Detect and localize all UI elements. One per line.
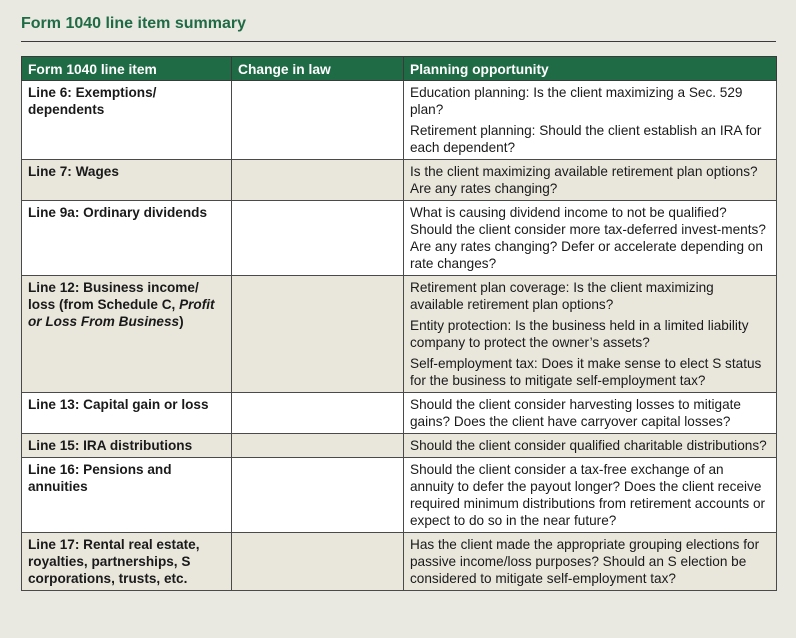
line-item-cell: Line 17: Rental real estate, royalties, partnerships, S corporations, trusts, etc. — [22, 533, 232, 591]
opportunity-text: Has the client made the appropriate grouping elections for passive income/loss purposes? Should an S election be considered to mitigate self-employment tax? — [410, 537, 760, 586]
planning-opportunity-cell — [404, 160, 777, 201]
title-divider — [21, 41, 776, 42]
table-row — [22, 276, 777, 393]
table-row — [22, 160, 777, 201]
line-item-cell: Line 13: Capital gain or loss — [22, 393, 232, 434]
planning-opportunity-cell — [404, 434, 777, 458]
table-row — [22, 434, 777, 458]
opportunity-text: Retirement plan coverage: Is the client maximizing available retirement plan options? — [410, 280, 714, 312]
planning-opportunity-cell — [404, 201, 777, 276]
header-planning-opportunity: Planning opportunity — [404, 57, 777, 81]
line-item-tail-text: ) — [179, 314, 184, 329]
opportunity-text: Retirement planning: Should the client establish an IRA for each dependent? — [410, 123, 762, 155]
line-item-italic-text: Profit or Loss From Business — [28, 297, 215, 329]
change-in-law-cell — [232, 533, 404, 591]
change-in-law-cell — [232, 434, 404, 458]
table-row — [22, 81, 777, 160]
planning-opportunity-cell — [404, 458, 777, 533]
change-in-law-cell — [232, 81, 404, 160]
page-title: Form 1040 line item summary — [21, 15, 246, 32]
planning-opportunity-cell — [404, 393, 777, 434]
opportunity-text: Should the client consider a tax-free exchange of an annuity to defer the payout longer? Does the client receive required minimum distributions from retirement accounts or expect to do so in the near future? — [410, 462, 766, 528]
line-item-cell: Line 15: IRA distributions — [22, 434, 232, 458]
line-item-text: Line 12: Business income/ loss (from Schedule C, — [28, 280, 199, 312]
line-item-cell: Line 16: Pensions and annuities — [22, 458, 232, 533]
header-change-in-law: Change in law — [232, 57, 404, 81]
line-item-cell: Line 6: Exemptions/ dependents — [22, 81, 232, 160]
change-in-law-cell — [232, 393, 404, 434]
change-in-law-cell — [232, 458, 404, 533]
header-line-item: Form 1040 line item — [22, 57, 232, 81]
line-item-cell — [22, 276, 232, 393]
line-item-cell: Line 7: Wages — [22, 160, 232, 201]
planning-opportunity-cell — [404, 533, 777, 591]
opportunity-text: Is the client maximizing available retirement plan options? Are any rates changing? — [410, 164, 758, 196]
opportunity-text: Should the client consider harvesting losses to mitigate gains? Does the client have carryover capital losses? — [410, 397, 741, 429]
line-item-table — [21, 56, 777, 591]
change-in-law-cell — [232, 201, 404, 276]
opportunity-text: What is causing dividend income to not be qualified? Should the client consider more tax-deferred invest-ments? Are any rates changing? Defer or accelerate depending on rate changes? — [410, 205, 766, 271]
planning-opportunity-cell — [404, 276, 777, 393]
table-header-row — [22, 57, 777, 81]
line-item-cell: Line 9a: Ordinary dividends — [22, 201, 232, 276]
opportunity-text: Should the client consider qualified charitable distributions? — [410, 438, 767, 453]
change-in-law-cell — [232, 160, 404, 201]
table-row — [22, 533, 777, 591]
table-row — [22, 458, 777, 533]
opportunity-text: Self-employment tax: Does it make sense to elect S status for the business to mitigate self-employment tax? — [410, 356, 762, 388]
table-row — [22, 393, 777, 434]
table-row — [22, 201, 777, 276]
opportunity-text: Education planning: Is the client maximizing a Sec. 529 plan? — [410, 85, 743, 117]
opportunity-text: Entity protection: Is the business held in a limited liability company to protect the owner’s assets? — [410, 318, 749, 350]
planning-opportunity-cell — [404, 81, 777, 160]
change-in-law-cell — [232, 276, 404, 393]
